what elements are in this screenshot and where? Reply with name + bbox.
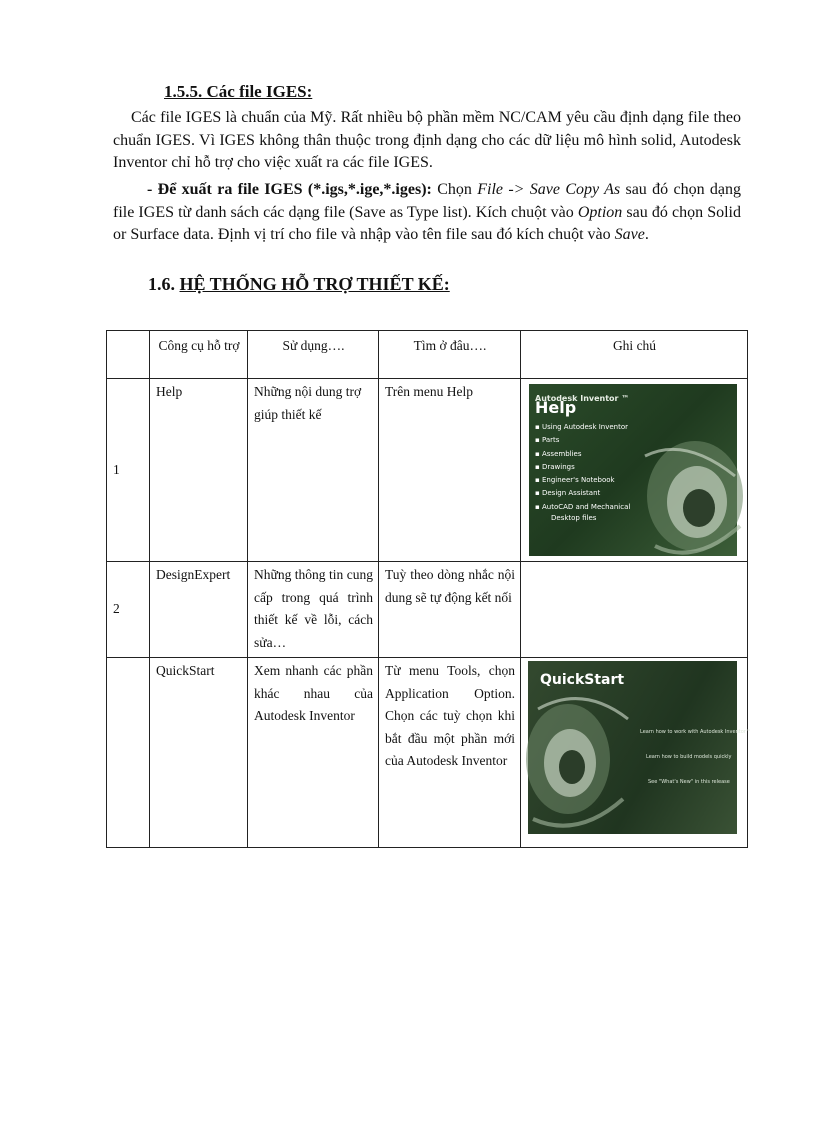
- row-note: [521, 562, 748, 658]
- mechanical-part-graphic: [528, 679, 638, 834]
- export-option-word: Option: [577, 203, 623, 221]
- table-row: [107, 379, 748, 562]
- row-where: Từ menu Tools, chọn Application Option. Chọn các tuỳ chọn khi bắt đầu một phần mới của Autodesk Inventor: [379, 658, 521, 848]
- quickstart-line: Learn how to build models quickly: [646, 754, 732, 760]
- list-item: ▪ Drawings: [535, 461, 630, 474]
- list-item: ▪ Parts: [535, 434, 630, 447]
- row-where: Tuỳ theo dòng nhắc nội dung sẽ tự động kết nối: [379, 562, 521, 658]
- list-item: ▪ AutoCAD and Mechanical: [535, 501, 630, 514]
- header-note: Ghi chú: [521, 331, 748, 379]
- row-use: Những thông tin cung cấp trong quá trình thiết kế về lỗi, cách sửa…: [248, 562, 379, 658]
- help-brand: Autodesk Inventor ™: [535, 394, 630, 403]
- list-item: ▪ Using Autodesk Inventor: [535, 421, 630, 434]
- design-support-table: [106, 330, 751, 848]
- header-where: Tìm ở đâu….: [379, 331, 521, 379]
- iges-export-paragraph: [113, 179, 741, 247]
- row-tool: QuickStart: [150, 658, 248, 848]
- export-text-3: sau đó chọn Solid or Surface data. Định vị trí cho file và nhập vào tên file sau đó kích chuột vào: [113, 203, 741, 243]
- quickstart-line: See "What's New" in this release: [648, 779, 730, 785]
- row-where: Trên menu Help: [379, 379, 521, 562]
- mechanical-part-graphic: [625, 416, 745, 566]
- export-text-1: Chọn: [431, 181, 478, 198]
- row-num: 1: [107, 379, 150, 562]
- list-item: ▪ Engineer's Notebook: [535, 474, 630, 487]
- export-lead: - Để xuất ra file IGES (*.igs,*.ige,*.iges):: [147, 181, 432, 198]
- help-topic-list: [535, 421, 630, 514]
- row-use: Những nội dung trợ giúp thiết kế: [248, 379, 379, 562]
- quickstart-line: Learn how to work with Autodesk Inventor™: [640, 729, 751, 735]
- iges-intro-paragraph: Các file IGES là chuẩn của Mỹ. Rất nhiều bộ phần mềm NC/CAM yêu cầu định dạng file theo chuẩn IGES. Vì IGES không thân thuộc trong định dạng cho các dữ liệu mô hình solid, Autodesk Inventor chỉ hỗ trợ cho việc xuất ra các file IGES.: [113, 109, 741, 171]
- table-row: [107, 562, 748, 658]
- section-heading-1-6: [148, 274, 450, 295]
- quickstart-screenshot-image: [528, 661, 751, 834]
- row-tool: Help: [150, 379, 248, 562]
- help-title: Help: [535, 398, 577, 417]
- help-screenshot-image: [529, 384, 737, 556]
- row-note: [521, 658, 751, 848]
- quickstart-title: QuickStart: [540, 672, 625, 688]
- row-note: [521, 379, 748, 562]
- header-num: [107, 331, 150, 379]
- list-item-continued: Desktop files: [551, 514, 597, 522]
- table-header-row: [107, 331, 748, 379]
- row-tool: DesignExpert: [150, 562, 248, 658]
- list-item: ▪ Assemblies: [535, 448, 630, 461]
- export-text-4: .: [644, 226, 649, 243]
- row-num: 2: [107, 562, 150, 658]
- export-text-2: sau đó chọn dạng file IGES từ danh sách các dạng file (Save as Type list). Kích chuột vào: [113, 181, 742, 221]
- export-save-word: Save: [614, 226, 645, 243]
- row-use: Xem nhanh các phần khác nhau của Autodesk Inventor: [248, 658, 379, 848]
- section-heading-1-5-5: 1.5.5. Các file IGES:: [164, 82, 313, 101]
- section-number: 1.6.: [148, 274, 180, 294]
- header-tool: Công cụ hỗ trợ: [150, 331, 248, 379]
- table-row: [107, 658, 748, 848]
- export-menu-path: File -> Save Copy As: [477, 181, 621, 198]
- section-title: HỆ THỐNG HỖ TRỢ THIẾT KẾ:: [179, 274, 450, 294]
- list-item: ▪ Design Assistant: [535, 487, 630, 500]
- header-use: Sử dụng….: [248, 331, 379, 379]
- row-num: [107, 658, 150, 848]
